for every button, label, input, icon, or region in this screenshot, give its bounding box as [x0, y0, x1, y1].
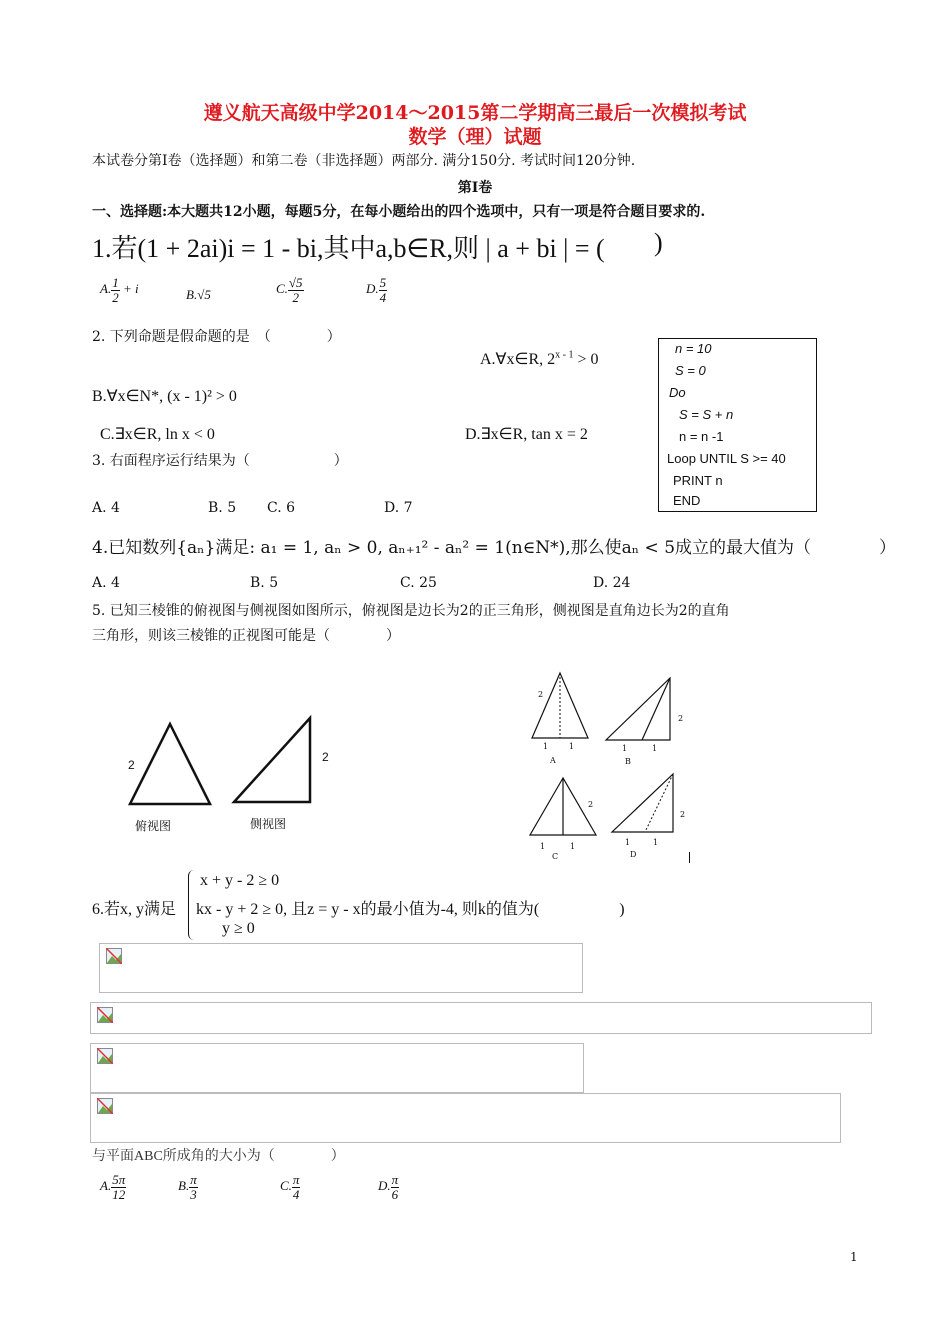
cursor-mark — [689, 852, 690, 863]
program-box — [658, 338, 817, 512]
broken-image — [90, 1043, 584, 1093]
q5-choices-figure — [520, 668, 700, 868]
q2-option-c: C.∃x∈R, ln x < 0 — [100, 426, 215, 443]
choice-c-dim: 1 — [540, 842, 546, 851]
q4-option-c: C. 25 — [400, 575, 437, 591]
page-number: 1 — [850, 1250, 858, 1264]
q7-option-a: A. $\frac{5\pi}{12}$ — [100, 1172, 126, 1202]
q2-stem: 2. 下列命题是假命题的是 （ ） — [92, 329, 341, 345]
broken-image-icon — [97, 1007, 113, 1023]
q3-option-b: B. 5 — [208, 500, 237, 516]
choice-a-dim: 1 — [543, 742, 549, 751]
broken-image — [90, 1093, 841, 1143]
intro-text: 本试卷分第Ⅰ卷（选择题）和第二卷（非选择题）两部分. 满分150分. 考试时间120分钟. — [92, 153, 636, 169]
side-view-label: 侧视图 — [250, 817, 287, 831]
q2-option-a: A.∀x∈R, $2^{x - 1} > 0$ — [480, 349, 599, 368]
top-view-triangle — [130, 724, 210, 804]
choice-d-dim: 1 — [625, 838, 631, 847]
q2-option-d: D.∃x∈R, tan x = 2 — [465, 426, 588, 443]
choice-c-label: C — [552, 852, 559, 861]
exam-subtitle: 数学（理）试题 — [408, 126, 542, 148]
part-heading: 一、选择题:本大题共12小题，每题5分，在每小题给出的四个选项中，只有一项是符合题目要求的. — [92, 204, 706, 220]
choice-b-dim: 1 — [652, 744, 658, 753]
q1-option-b: B.√5 — [186, 287, 211, 302]
q6-condition-1: x + y - 2 ≥ 0 — [200, 872, 280, 889]
exam-title: 遵义航天高级中学2014～2015第二学期高三最后一次模拟考试 — [203, 102, 747, 124]
program-line: n = n -1 — [679, 429, 724, 444]
choice-b-dim: 1 — [622, 744, 628, 753]
broken-image-icon — [106, 948, 122, 964]
choice-a-dim: 2 — [538, 690, 544, 699]
choice-b-dim: 2 — [678, 714, 684, 723]
broken-image-icon — [97, 1048, 113, 1064]
q7-tail: 与平面ABC所成角的大小为（ ） — [92, 1149, 345, 1164]
q3-option-d: D. 7 — [384, 500, 413, 516]
q3-option-a: A. 4 — [92, 500, 120, 516]
choice-a-label: A — [550, 756, 556, 765]
q4-option-d: D. 24 — [593, 575, 631, 591]
broken-image — [90, 1002, 872, 1034]
side-view-triangle — [234, 718, 310, 802]
choice-d-dim: 2 — [680, 810, 686, 819]
program-line: S = S + n — [679, 407, 734, 422]
program-line: PRINT n — [673, 473, 723, 488]
q1-close: ) — [654, 228, 663, 257]
q6-prefix: 6.若x, y满足 — [92, 901, 177, 918]
program-line: END — [673, 493, 701, 508]
choice-d-hidden-edge — [645, 774, 673, 832]
choice-b-shape — [606, 678, 670, 740]
top-view-dim: 2 — [128, 758, 135, 772]
program-line: n = 10 — [675, 341, 712, 356]
program-line: Loop UNTIL S >= 40 — [667, 451, 786, 466]
q3-stem: 3. 右面程序运行结果为（ ） — [92, 453, 348, 469]
q1-option-c: C. $\frac{√5}{2}$ — [276, 275, 303, 305]
program-line: Do — [669, 385, 686, 400]
q1-option-d: D. $\frac{5}{4}$ — [366, 275, 387, 305]
choice-d-dim: 1 — [653, 838, 659, 847]
q1-option-a: A. $\frac{1}{2}$ + i — [100, 275, 139, 305]
broken-image-icon — [97, 1098, 113, 1114]
q2-option-b: B.∀x∈N*, (x - 1)² > 0 — [92, 388, 237, 405]
q4-stem: 4.已知数列{aₙ}满足: a₁ = 1, aₙ > 0, aₙ₊₁² - aₙ² = 1(n∈N*),那么使aₙ < 5成立的最大值为（ ） — [92, 538, 897, 558]
q6-condition-3: y ≥ 0 — [222, 920, 255, 937]
broken-image — [99, 943, 583, 993]
q7-option-c: C. $\frac{\pi}{4}$ — [280, 1172, 300, 1202]
choice-d-shape — [612, 774, 673, 832]
q5-line2: 三角形，则该三棱锥的正视图可能是（ ） — [92, 628, 400, 644]
choice-d-label: D — [630, 850, 637, 859]
choice-b-edge — [642, 678, 670, 740]
program-line: S = 0 — [675, 363, 706, 378]
q5-line1: 5. 已知三棱锥的俯视图与侧视图如图所示，俯视图是边长为2的正三角形，侧视图是直角边长为2的直角 — [92, 603, 730, 619]
top-view-label: 俯视图 — [135, 819, 172, 833]
q3-option-c: C. 6 — [267, 500, 296, 516]
choice-b-label: B — [625, 757, 631, 766]
section-title: 第Ⅰ卷 — [457, 180, 493, 196]
side-view-dim: 2 — [322, 750, 329, 764]
choice-c-dim: 2 — [588, 800, 594, 809]
q4-option-a: A. 4 — [92, 575, 120, 591]
q7-option-d: D. $\frac{\pi}{6}$ — [378, 1172, 399, 1202]
q4-option-b: B. 5 — [250, 575, 279, 591]
q7-option-b: B. $\frac{\pi}{3}$ — [178, 1172, 197, 1202]
choice-a-dim: 1 — [569, 742, 575, 751]
q1-stem: 1.若(1 + 2ai)i = 1 - bi,其中a,b∈R,则 | a + bi | = ( — [92, 234, 605, 263]
choice-c-dim: 1 — [570, 842, 576, 851]
q6-condition-2: kx - y + 2 ≥ 0, 且z = y - x的最小值为-4, 则k的值为( ) — [196, 901, 625, 918]
